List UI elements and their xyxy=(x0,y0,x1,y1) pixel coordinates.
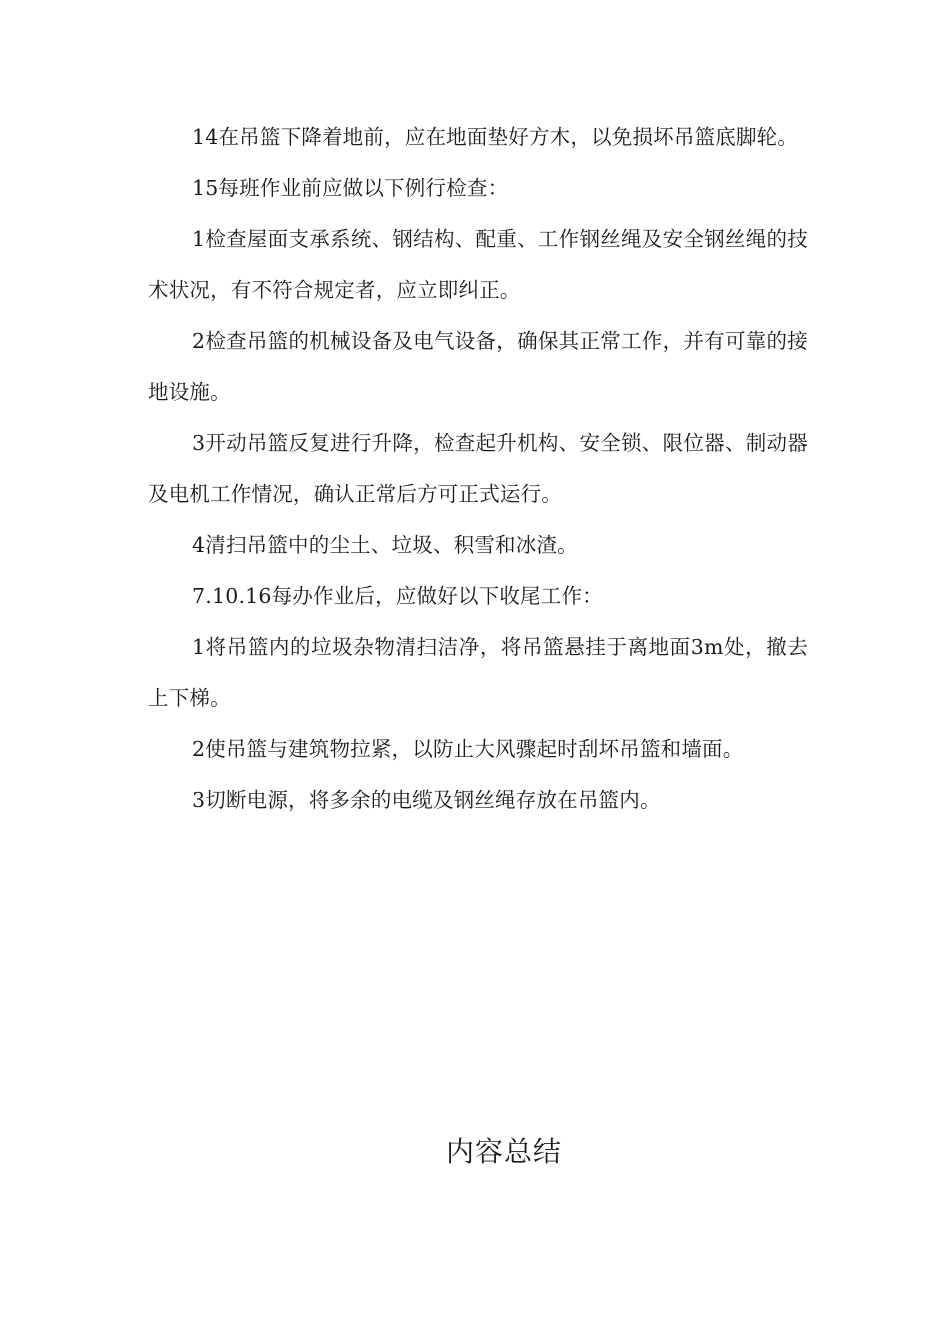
paragraph-14: 14在吊篮下降着地前，应在地面垫好方木，以免损坏吊篮底脚轮。 xyxy=(192,125,799,149)
check-item-4: 4清扫吊篮中的尘土、垃圾、积雪和冰渣。 xyxy=(192,533,578,557)
check-item-3: 3开动吊篮反复进行升降，检查起升机构、安全锁、限位器、制动器及电机工作情况，确认正常后方可正式运行。 xyxy=(148,431,808,506)
document-body xyxy=(148,112,808,826)
paragraph-7-10-16: 7.10.16每办作业后，应做好以下收尾工作： xyxy=(192,584,603,608)
paragraph-15: 15每班作业前应做以下例行检查： xyxy=(192,176,509,200)
check-item-2: 2检查吊篮的机械设备及电气设备，确保其正常工作，并有可靠的接地设施。 xyxy=(148,329,808,404)
closing-item-2: 2使吊篮与建筑物拉紧，以防止大风骤起时刮坏吊篮和墙面。 xyxy=(192,737,744,761)
closing-item-1: 1将吊篮内的垃圾杂物清扫洁净，将吊篮悬挂于离地面3m处，撤去上下梯。 xyxy=(148,635,808,710)
summary-title: 内容总结 xyxy=(445,1135,562,1168)
check-item-1: 1检查屋面支承系统、钢结构、配重、工作钢丝绳及安全钢丝绳的技术状况，有不符合规定者，应立即纠正。 xyxy=(148,227,808,302)
closing-item-3: 3切断电源，将多余的电缆及钢丝绳存放在吊篮内。 xyxy=(192,788,661,812)
